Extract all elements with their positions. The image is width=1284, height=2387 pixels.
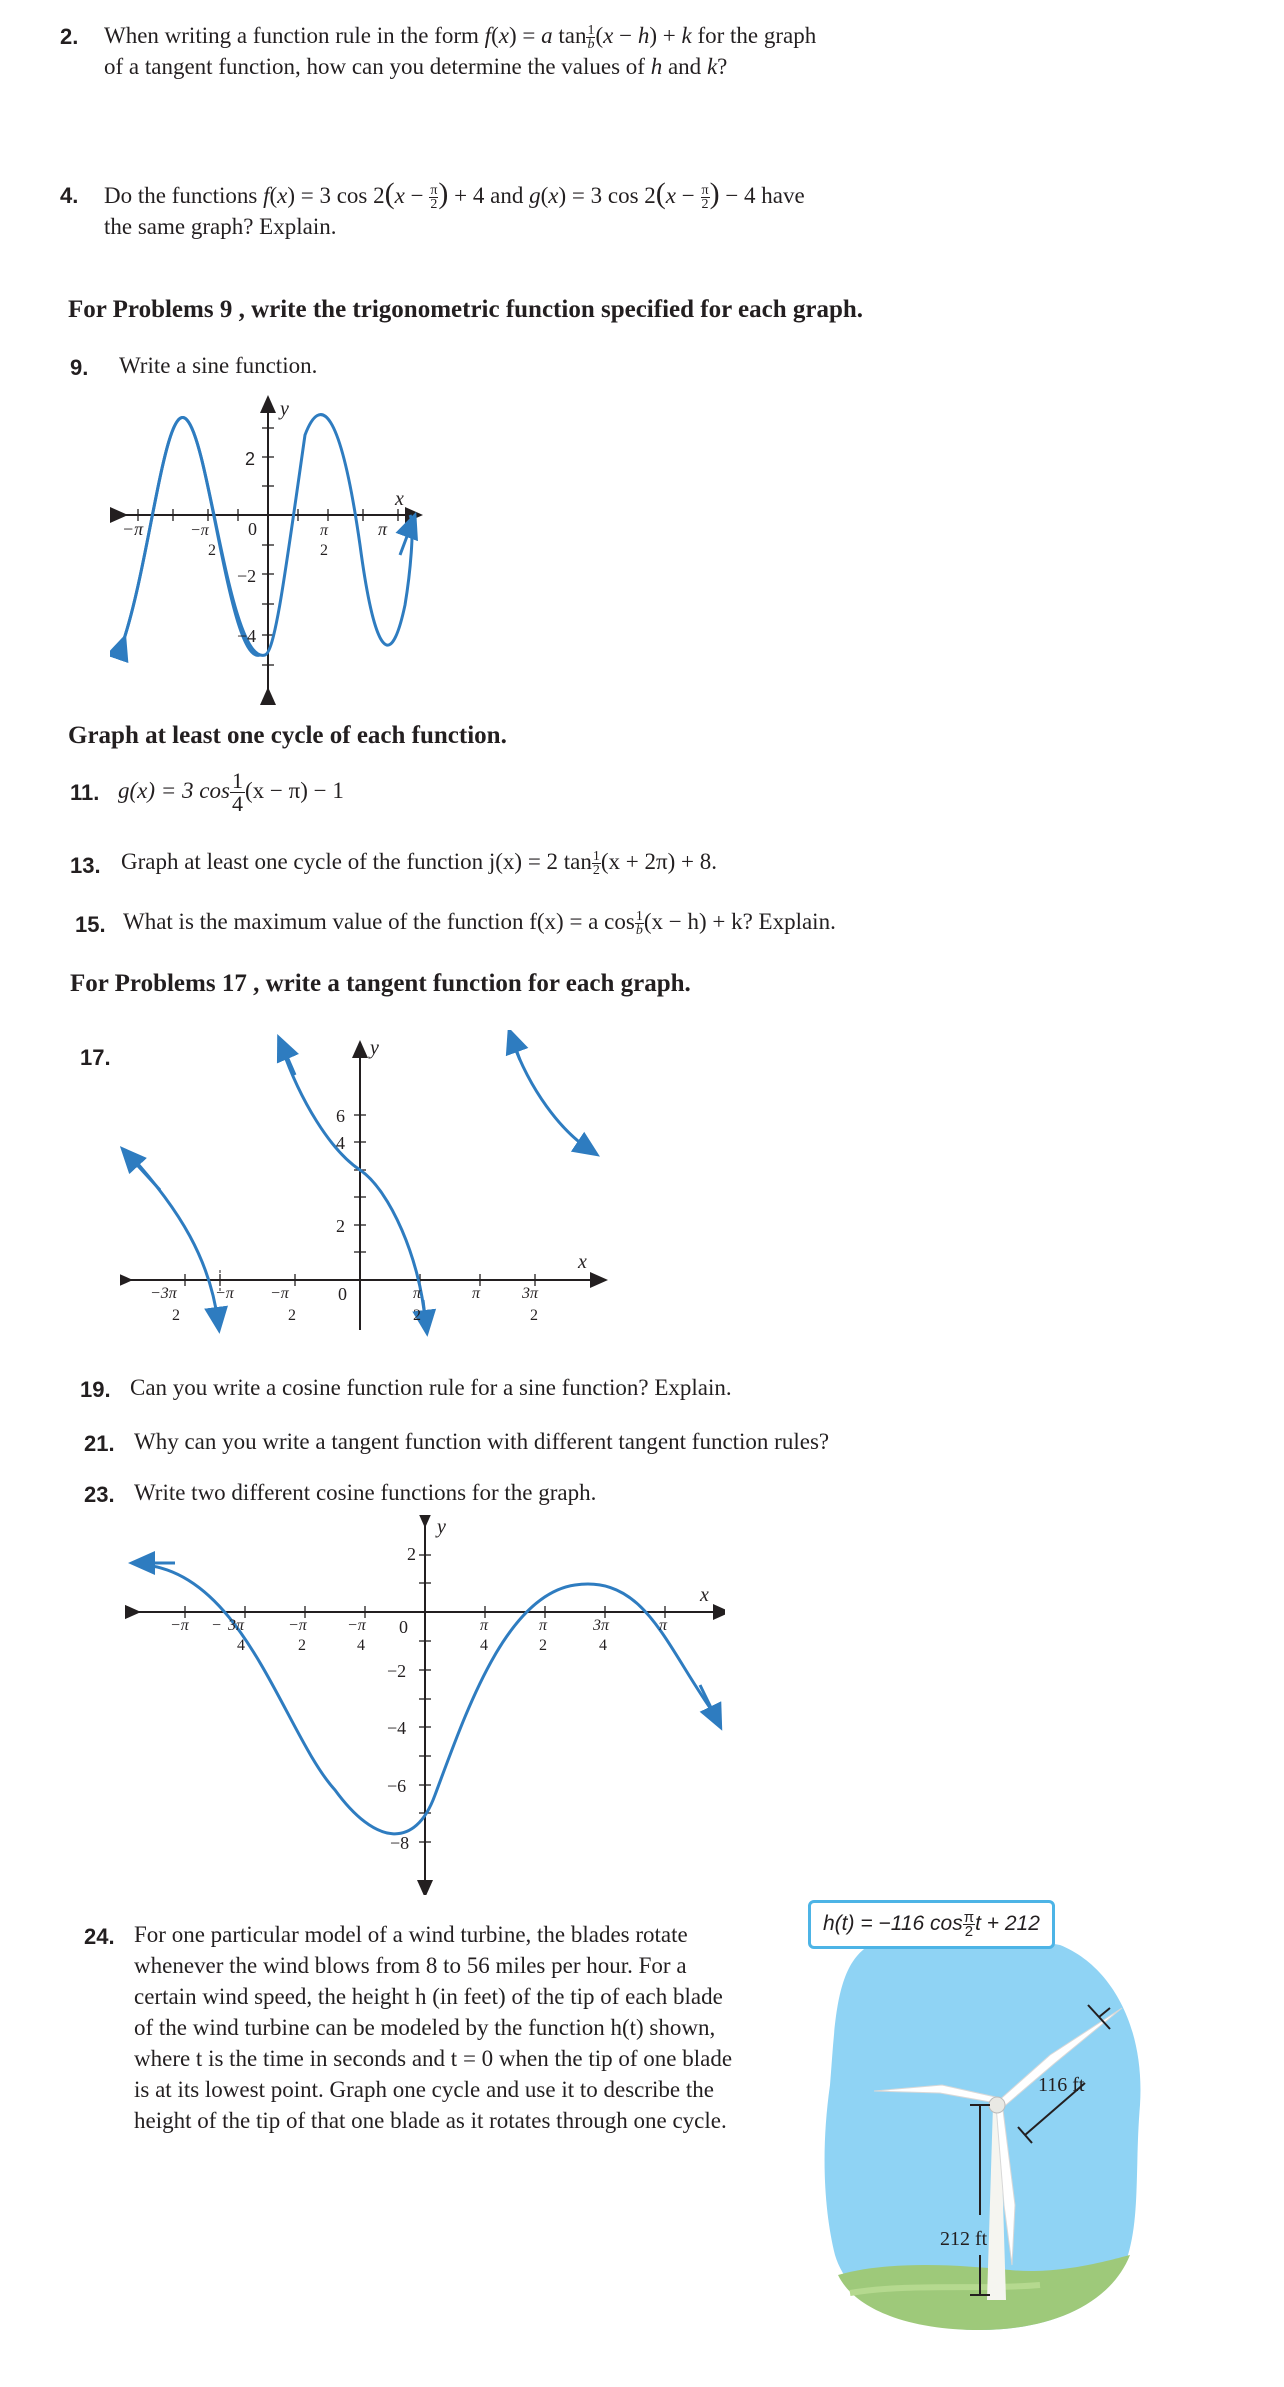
- svg-text:x: x: [700, 1584, 709, 1606]
- svg-text:y: y: [280, 398, 289, 420]
- svg-text:π: π: [378, 519, 388, 539]
- problem-24-line: certain wind speed, the height h (in feet) of the tip of each blade: [134, 1984, 723, 2009]
- svg-text:0: 0: [248, 519, 257, 539]
- problem-9-number: 9.: [70, 355, 89, 380]
- svg-text:6: 6: [336, 1106, 345, 1126]
- problem-15-text: What is the maximum value of the function f(x) = a cos $\frac{1}{b}$ (x − h) + k? Explain.: [123, 909, 836, 939]
- svg-text:2: 2: [298, 1637, 306, 1654]
- svg-text:3π: 3π: [522, 1285, 539, 1302]
- svg-text:π: π: [413, 1285, 422, 1302]
- chart-problem-17: [120, 1030, 610, 1340]
- problem-15-number: 15.: [75, 912, 106, 937]
- problem-19-text: Can you write a cosine function rule for a sine function? Explain.: [130, 1375, 732, 1400]
- svg-text:−3π: −3π: [150, 1285, 177, 1302]
- problem-24-line: whenever the wind blows from 8 to 56 miles per hour. For a: [134, 1953, 687, 1978]
- svg-text:x: x: [578, 1251, 587, 1273]
- svg-text:2: 2: [288, 1307, 296, 1324]
- svg-text:y: y: [437, 1516, 446, 1538]
- problem-24-line: of the wind turbine can be modeled by the function h(t) shown,: [134, 2015, 716, 2040]
- chart-problem-23: [125, 1515, 725, 1895]
- svg-text:−4: −4: [237, 626, 257, 646]
- svg-text:4: 4: [599, 1637, 607, 1654]
- svg-text:−6: −6: [387, 1776, 407, 1796]
- problem-24-line: where t is the time in seconds and t = 0 when the tip of one blade: [134, 2046, 733, 2071]
- problem-9-text: Write a sine function.: [119, 353, 318, 378]
- problem-24-line: height of the tip of that one blade as it rotates through one cycle.: [134, 2108, 727, 2133]
- svg-text:4: 4: [357, 1637, 365, 1654]
- problem-13-number: 13.: [70, 853, 101, 878]
- svg-text:−2: −2: [237, 566, 257, 586]
- svg-text:2: 2: [413, 1307, 421, 1324]
- svg-text:2: 2: [530, 1307, 538, 1324]
- problem-21-text: Why can you write a tangent function with different tangent function rules?: [134, 1429, 830, 1454]
- svg-text:y: y: [370, 1037, 379, 1059]
- svg-text:π: π: [480, 1617, 489, 1634]
- section-heading-9: For Problems 9 , write the trigonometric function specified for each graph.: [68, 296, 863, 323]
- svg-text:0: 0: [338, 1284, 347, 1304]
- svg-text:π: π: [320, 522, 329, 539]
- svg-text:2: 2: [245, 449, 256, 469]
- problem-23-text: Write two different cosine functions for the graph.: [134, 1480, 597, 1505]
- tower-height-label: 212 ft: [940, 2228, 988, 2250]
- problem-24-line: For one particular model of a wind turbine, the blades rotate: [134, 1922, 688, 1947]
- wind-turbine-illustration: [810, 1905, 1150, 2335]
- svg-text:π: π: [472, 1285, 481, 1302]
- problem-24-text: [134, 1919, 774, 2136]
- chart-problem-9: [110, 395, 430, 705]
- svg-text:−4: −4: [387, 1718, 407, 1738]
- problem-11-text: g(x) = 3 cos $\frac{1}{4}$ (x − π) − 1: [118, 768, 344, 816]
- svg-text:x: x: [395, 488, 404, 510]
- problem-11-number: 11.: [70, 780, 100, 805]
- svg-text:π: π: [539, 1617, 548, 1634]
- svg-text:0: 0: [399, 1617, 408, 1637]
- svg-text:−π: −π: [170, 1617, 189, 1634]
- problem-13-text: Graph at least one cycle of the function j(x) = 2 tan $\frac{1}{2}$ (x + 2π) + 8.: [121, 849, 718, 879]
- svg-text:2: 2: [172, 1307, 180, 1324]
- svg-text:−8: −8: [390, 1833, 410, 1853]
- svg-text:−π: −π: [122, 519, 144, 539]
- svg-text:−π: −π: [288, 1617, 307, 1634]
- svg-text:π: π: [659, 1617, 668, 1634]
- svg-text:3π: 3π: [593, 1617, 610, 1634]
- svg-text:−π: −π: [215, 1285, 234, 1302]
- problem-23-number: 23.: [84, 1482, 115, 1507]
- problem-4-text: Do the functions f(x) = 3 cos 2(x − $\frac{\pi}{2}$ ) + 4 and g(x) = 3 cos 2(x − $\frac{\pi}{2}$ ) − 4 have the same graph? Explain.: [104, 177, 805, 240]
- svg-text:2: 2: [320, 542, 328, 559]
- section-heading-graph: Graph at least one cycle of each function.: [68, 722, 507, 749]
- problem-24-line: is at its lowest point. Graph one cycle and use it to describe the: [134, 2077, 714, 2102]
- problem-21-number: 21.: [84, 1431, 115, 1456]
- svg-text:−π: −π: [347, 1617, 366, 1634]
- svg-text:2: 2: [208, 542, 216, 559]
- problem-2-number: 2.: [60, 24, 79, 49]
- problem-17-number: 17.: [80, 1045, 111, 1070]
- problem-19-number: 19.: [80, 1377, 111, 1402]
- svg-text:4: 4: [480, 1637, 488, 1654]
- problem-4-number: 4.: [60, 183, 79, 208]
- section-heading-17: For Problems 17 , write a tangent function for each graph.: [70, 970, 691, 997]
- svg-text:−π: −π: [270, 1285, 289, 1302]
- height-function-box: h(t) = −116 cos $\frac{\pi}{2}$ t + 212: [808, 1900, 1055, 1949]
- svg-text:3π: 3π: [228, 1617, 245, 1634]
- svg-text:2: 2: [336, 1216, 345, 1236]
- svg-text:4: 4: [237, 1637, 245, 1654]
- svg-text:−: −: [212, 1617, 222, 1634]
- svg-text:4: 4: [336, 1133, 345, 1153]
- svg-text:−π: −π: [190, 522, 209, 539]
- svg-text:2: 2: [539, 1637, 547, 1654]
- svg-text:−2: −2: [387, 1661, 407, 1681]
- problem-24-number: 24.: [84, 1924, 115, 1949]
- blade-length-label: 116 ft: [1038, 2074, 1085, 2096]
- svg-text:2: 2: [407, 1544, 416, 1564]
- problem-2-text: When writing a function rule in the form f(x) = a tan $\frac{1}{b}$ (x − h) + k for the graph of a tangent function, how can you determine the values of h and k?: [104, 23, 817, 80]
